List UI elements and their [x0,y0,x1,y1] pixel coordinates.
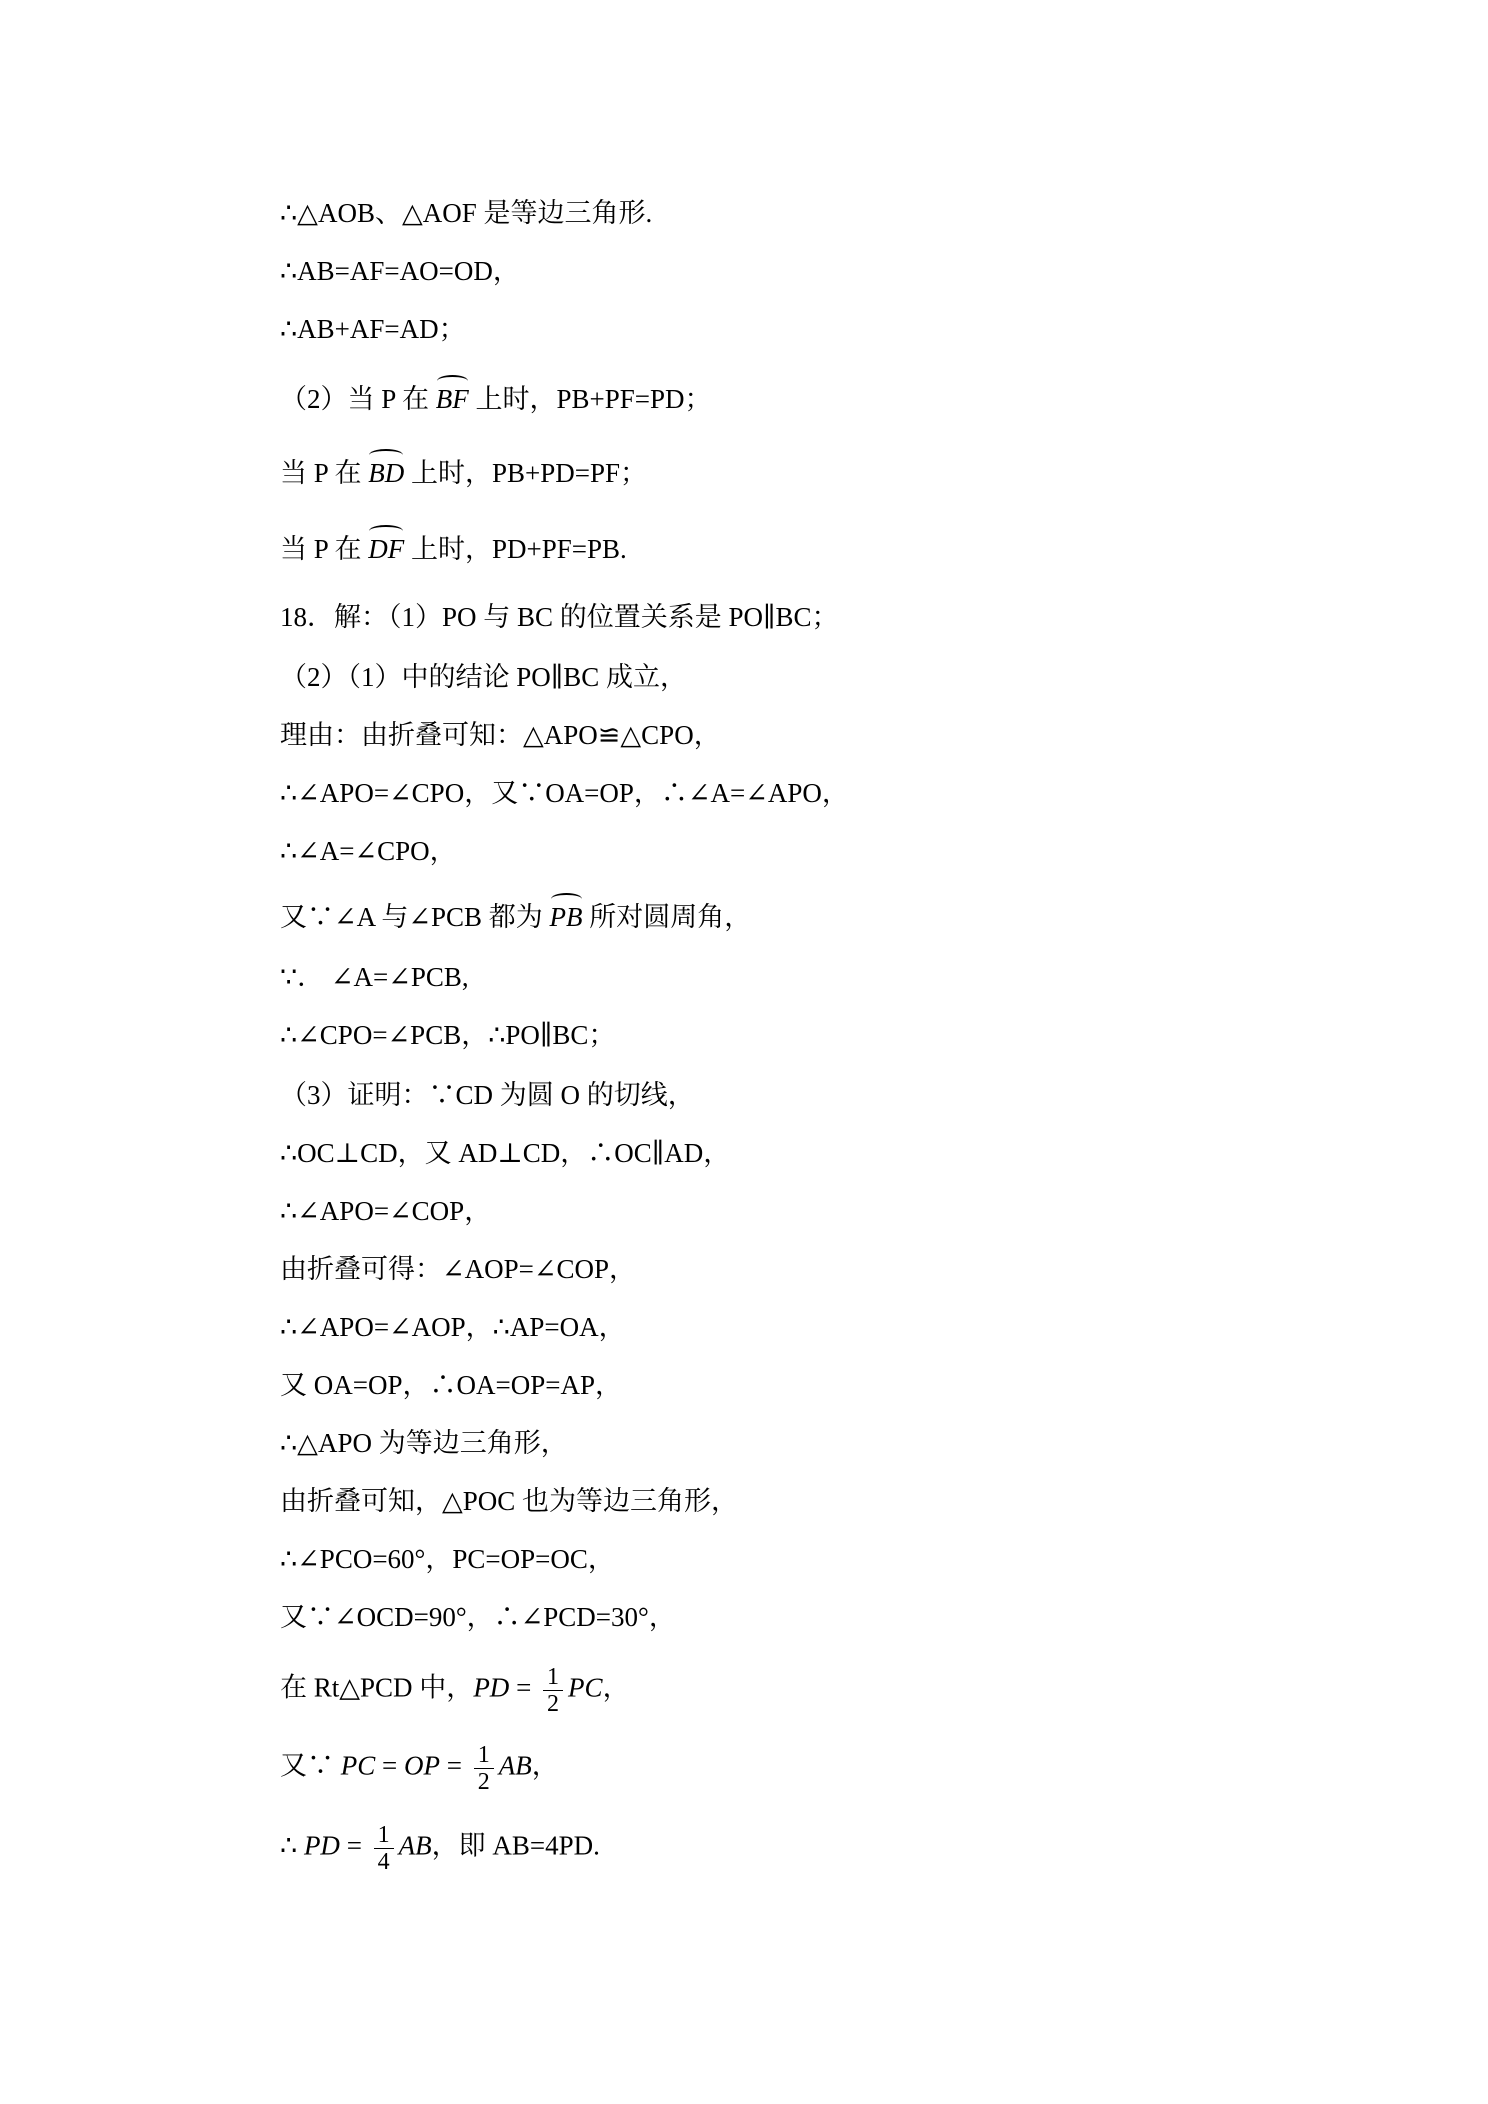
text-segment: （3）证明：∵CD 为圆 O 的切线， [280,1080,695,1110]
math-variable: AB [398,1830,432,1861]
fraction-numerator: 1 [377,1822,390,1848]
text-segment: 当 P 在 [280,534,369,564]
text-line [280,1078,695,1112]
text-segment: ∴∠APO=∠COP， [280,1196,492,1226]
text-line [280,254,520,288]
text-line [280,834,457,868]
text-line [280,1194,491,1228]
text-line [280,1742,559,1795]
text-line [280,456,647,490]
text-segment: 在 Rt△PCD 中， [280,1672,474,1703]
text-segment: 上时，PB+PD=PF； [404,458,648,488]
text-segment: ∴∠APO=∠AOP，∴AP=OA， [280,1312,626,1342]
text-segment: = [440,1750,469,1781]
math-variable: PC [568,1672,603,1703]
text-line [280,718,721,752]
text-line [280,1368,622,1402]
text-segment: ∴ [280,1830,304,1861]
text-segment: ∴AB=AF=AO=OD， [280,256,520,286]
text-segment: 当 P 在 [280,458,369,488]
text-segment: = [509,1672,539,1703]
text-line [280,532,627,566]
text-line [280,660,687,694]
text-segment: 又∵∠A 与∠PCB 都为 [280,902,550,932]
text-segment: （2）当 P 在 [280,384,436,414]
text-segment: 又 OA=OP，∴OA=OP=AP， [280,1370,622,1400]
text-segment: 上时，PD+PF=PB. [404,534,627,564]
math-variable: PC [340,1750,376,1781]
text-line [280,1310,626,1344]
fraction-numerator: 1 [547,1664,560,1690]
fraction-denominator: 2 [474,1768,494,1795]
text-segment: ∴△AOB、△AOF 是等边三角形. [280,198,653,228]
arc-label: PB [549,902,583,932]
text-line [280,1136,730,1170]
text-segment: = [339,1830,369,1861]
text-segment: 所对圆周角， [582,902,752,932]
text-line [280,196,652,230]
text-segment: （2）（1）中的结论 PO∥BC 成立， [280,662,688,692]
math-variable: AB [498,1750,532,1781]
text-line [280,600,839,634]
text-segment: ∴OC⊥CD，又 AD⊥CD，∴OC∥AD， [280,1138,731,1168]
text-segment: = [375,1750,404,1781]
math-variable: PD [473,1672,510,1703]
text-line [280,1484,738,1518]
fraction-denominator: 2 [543,1690,563,1717]
text-segment: ∴△APO 为等边三角形， [280,1428,568,1458]
text-line [280,1018,615,1052]
math-variable: OP [404,1750,440,1781]
text-line [280,960,469,994]
text-line [280,1542,615,1576]
fraction [543,1664,563,1717]
arc-label: BD [368,458,405,488]
text-line [280,900,751,934]
text-segment: ， [531,1750,559,1781]
text-segment: 由折叠可得：∠AOP=∠COP， [280,1254,637,1284]
text-segment: ∴∠APO=∠CPO，又∵OA=OP，∴∠A=∠APO， [280,778,849,808]
text-line [280,1252,636,1286]
text-segment: ∴∠CPO=∠PCB，∴PO∥BC； [280,1020,616,1050]
text-line [280,1600,676,1634]
text-line [280,1664,630,1717]
text-segment: ， [602,1672,630,1703]
arc-label: BF [435,384,469,414]
text-segment: 又∵ [280,1750,341,1781]
text-line [280,312,466,346]
text-line [280,1822,600,1875]
fraction-denominator: 4 [374,1848,394,1875]
fraction [374,1822,394,1875]
arc-label: DF [368,534,405,564]
text-line [280,1426,568,1460]
text-segment: ∴AB+AF=AD； [280,314,466,344]
text-segment: ∴∠PCO=60°，PC=OP=OC， [280,1544,615,1574]
text-segment: 上时，PB+PF=PD； [468,384,712,414]
text-line [280,382,712,416]
text-segment: 由折叠可知，△POC 也为等边三角形， [280,1486,739,1516]
math-variable: PD [303,1830,340,1861]
text-segment: 理由：由折叠可知：△APO≌△CPO， [280,720,721,750]
text-segment: ∴∠A=∠CPO， [280,836,457,866]
text-line [280,776,849,810]
text-segment: ∵． ∠A=∠PCB, [280,962,469,992]
text-segment: ，即 AB=4PD. [431,1830,600,1861]
text-segment: 18．解：（1）PO 与 BC 的位置关系是 PO∥BC； [280,602,839,632]
fraction-numerator: 1 [477,1742,490,1768]
fraction [474,1742,494,1795]
text-segment: 又∵∠OCD=90°，∴∠PCD=30°， [280,1602,676,1632]
